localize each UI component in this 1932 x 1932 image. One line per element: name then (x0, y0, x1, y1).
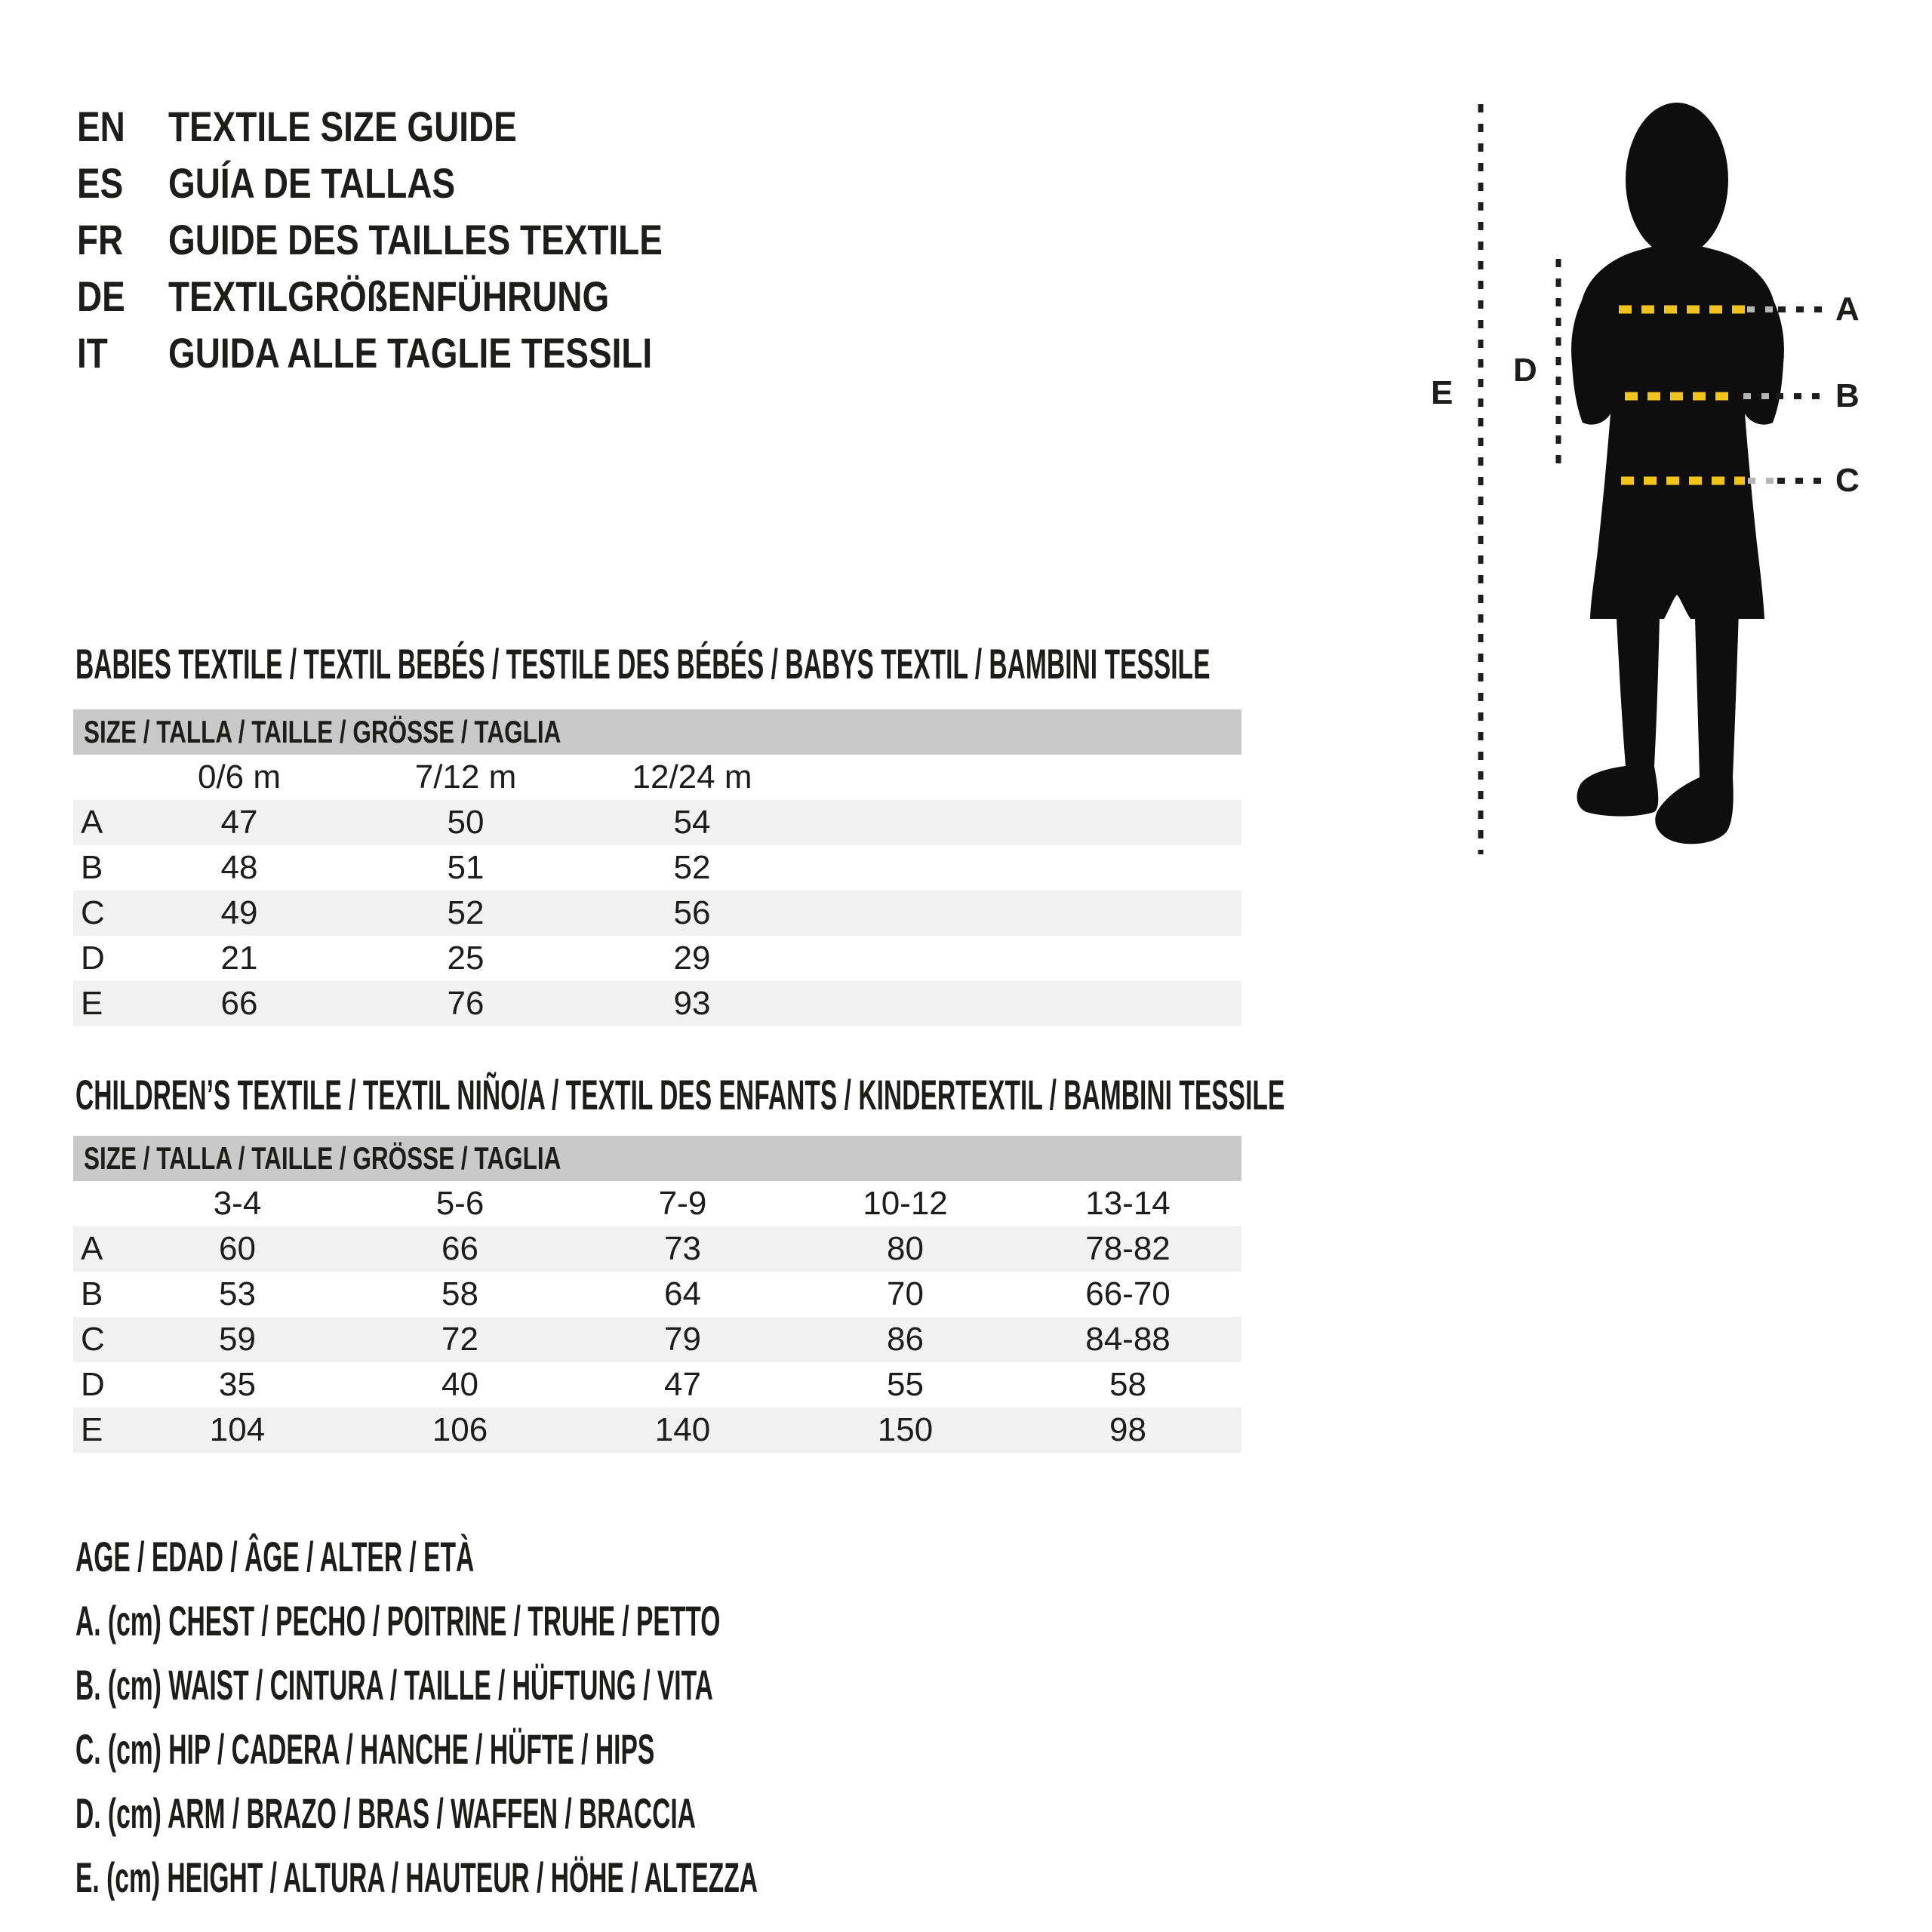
value-cell: 40 (441, 1366, 478, 1403)
table-row (73, 1362, 1241, 1407)
babies-section-heading-text: BABIES TEXTILE / TEXTIL BEBÉS / TESTILE DES BÉBÉS / BABYS TEXTIL / BAMBINI TESSILE (75, 640, 1211, 688)
row-label: D (81, 1366, 105, 1403)
language-title-text: GUIDE DES TAILLES TEXTILE (168, 216, 663, 263)
row-label: C (81, 894, 105, 931)
legend-line-text: A. (cm) CHEST / PECHO / POITRINE / TRUHE / PETTO (75, 1597, 721, 1644)
language-code-text: IT (77, 329, 108, 377)
children-size-header-bar (73, 1136, 1241, 1181)
column-header-cell: 10-12 (863, 1185, 948, 1222)
value-cell: 66 (220, 985, 258, 1022)
value-cell: 50 (447, 804, 485, 841)
children-table-body (73, 1181, 1241, 1453)
legend-line (75, 1717, 1213, 1781)
language-title (168, 215, 771, 264)
language-title (168, 102, 593, 151)
language-title (168, 272, 706, 321)
marker-label-d: D (1513, 352, 1537, 389)
table-row (73, 891, 1241, 936)
row-label: B (81, 849, 103, 886)
value-cell: 48 (220, 849, 258, 886)
column-header-cell: 7-9 (658, 1185, 707, 1222)
babies-size-table (73, 709, 1241, 1026)
value-cell: 58 (1109, 1366, 1146, 1403)
value-cell: 29 (673, 940, 711, 977)
value-cell: 80 (887, 1230, 924, 1267)
column-header-cell: 13-14 (1085, 1185, 1171, 1222)
value-cell: 150 (877, 1411, 934, 1448)
legend-line-text: D. (cm) ARM / BRAZO / BRAS / WAFFEN / BRACCIA (75, 1789, 696, 1837)
value-cell: 79 (664, 1321, 701, 1358)
table-row (73, 845, 1241, 891)
value-cell: 73 (664, 1230, 701, 1267)
language-code (77, 328, 168, 377)
value-cell: 59 (219, 1321, 256, 1358)
table-row (73, 936, 1241, 981)
babies-size-header-text: SIZE / TALLA / TAILLE / GRÖSSE / TAGLIA (84, 714, 561, 749)
language-code (77, 158, 168, 208)
language-title-block (77, 98, 771, 381)
value-cell: 78-82 (1085, 1230, 1171, 1267)
language-title (168, 158, 518, 208)
silhouette-head (1626, 103, 1728, 257)
marker-label-a: A (1835, 291, 1860, 328)
babies-table-body (73, 755, 1241, 1026)
language-title-text: GUIDA ALLE TAGLIE TESSILI (168, 329, 653, 377)
value-cell: 64 (664, 1275, 701, 1312)
marker-label-e: E (1431, 374, 1454, 411)
value-cell: 47 (220, 804, 258, 841)
value-cell: 58 (441, 1275, 478, 1312)
row-label: B (81, 1275, 103, 1312)
value-cell: 104 (209, 1411, 266, 1448)
legend-line (75, 1653, 1213, 1717)
row-label: C (81, 1321, 105, 1358)
language-code-text: FR (77, 216, 124, 263)
value-cell: 60 (219, 1230, 256, 1267)
value-cell: 21 (220, 940, 258, 977)
value-cell: 56 (673, 894, 711, 931)
table-row (73, 1272, 1241, 1317)
language-title-text: TEXTILGRÖßENFÜHRUNG (168, 272, 610, 320)
row-label: A (81, 804, 103, 841)
language-code (77, 215, 168, 264)
marker-label-b: B (1835, 377, 1860, 414)
children-size-header-text: SIZE / TALLA / TAILLE / GRÖSSE / TAGLIA (84, 1140, 561, 1176)
language-code-text: DE (77, 272, 125, 320)
value-cell: 93 (673, 985, 711, 1022)
language-row-it (77, 325, 771, 381)
value-cell: 53 (219, 1275, 256, 1312)
legend-line-text: E. (cm) HEIGHT / ALTURA / HAUTEUR / HÖHE / ALTEZZA (75, 1854, 758, 1901)
row-label: E (81, 1411, 103, 1448)
language-code (77, 102, 168, 151)
value-cell: 35 (219, 1366, 256, 1403)
column-header-cell: 12/24 m (632, 758, 752, 795)
legend-line (75, 1845, 1213, 1909)
language-row-es (77, 155, 771, 211)
column-header-cell: 7/12 m (414, 758, 517, 795)
silhouette-left-leg (1577, 589, 1660, 817)
marker-label-c: C (1835, 462, 1860, 499)
language-code-text: EN (77, 103, 125, 150)
value-cell: 51 (447, 849, 485, 886)
language-row-fr (77, 211, 771, 268)
value-cell: 54 (673, 804, 711, 841)
column-header-row (73, 1181, 1241, 1226)
value-cell: 25 (447, 940, 485, 977)
value-cell: 66-70 (1085, 1275, 1171, 1312)
column-header-cell: 3-4 (213, 1185, 262, 1222)
silhouette-right-leg (1655, 589, 1740, 844)
value-cell: 52 (447, 894, 485, 931)
language-title-text: GUÍA DE TALLAS (168, 159, 456, 207)
language-row-de (77, 268, 771, 325)
silhouette-torso (1571, 240, 1784, 619)
column-header-cell: 5-6 (435, 1185, 485, 1222)
children-section-heading (75, 1071, 1932, 1118)
value-cell: 140 (654, 1411, 711, 1448)
value-cell: 106 (432, 1411, 488, 1448)
legend-line (75, 1781, 1213, 1845)
language-row-en (77, 98, 771, 155)
row-label: D (81, 940, 105, 977)
babies-section-heading (75, 640, 1932, 688)
legend-line-text: AGE / EDAD / ÂGE / ALTER / ETÀ (75, 1533, 475, 1580)
column-header-cell: 0/6 m (197, 758, 281, 795)
row-label: A (81, 1230, 103, 1267)
table-row (73, 981, 1241, 1026)
measurement-legend (75, 1524, 1213, 1909)
babies-size-header-bar (73, 709, 1241, 755)
row-label: E (81, 985, 103, 1022)
value-cell: 72 (441, 1321, 478, 1358)
language-code-text: ES (77, 159, 124, 207)
legend-line (75, 1524, 1213, 1589)
table-row (73, 1226, 1241, 1272)
value-cell: 86 (887, 1321, 924, 1358)
language-title-text: TEXTILE SIZE GUIDE (168, 103, 517, 150)
value-cell: 52 (673, 849, 711, 886)
children-section-heading-text: CHILDREN’S TEXTILE / TEXTIL NIÑO/A / TEXTIL DES ENFANTS / KINDERTEXTIL / BAMBINI TESSILE (75, 1071, 1285, 1118)
legend-line-text: C. (cm) HIP / CADERA / HANCHE / HÜFTE / HIPS (75, 1725, 655, 1773)
value-cell: 66 (441, 1230, 478, 1267)
legend-line (75, 1589, 1213, 1653)
legend-line-text: B. (cm) WAIST / CINTURA / TAILLE / HÜFTUNG / VITA (75, 1661, 713, 1709)
children-size-table (73, 1136, 1241, 1453)
language-title (168, 328, 758, 377)
table-row (73, 1317, 1241, 1362)
table-row (73, 1407, 1241, 1453)
value-cell: 98 (1109, 1411, 1146, 1448)
value-cell: 49 (220, 894, 258, 931)
table-row (73, 800, 1241, 845)
value-cell: 55 (887, 1366, 924, 1403)
value-cell: 84-88 (1085, 1321, 1171, 1358)
value-cell: 70 (887, 1275, 924, 1312)
column-header-row (73, 755, 1241, 800)
value-cell: 76 (447, 985, 485, 1022)
language-code (77, 272, 168, 321)
value-cell: 47 (664, 1366, 701, 1403)
